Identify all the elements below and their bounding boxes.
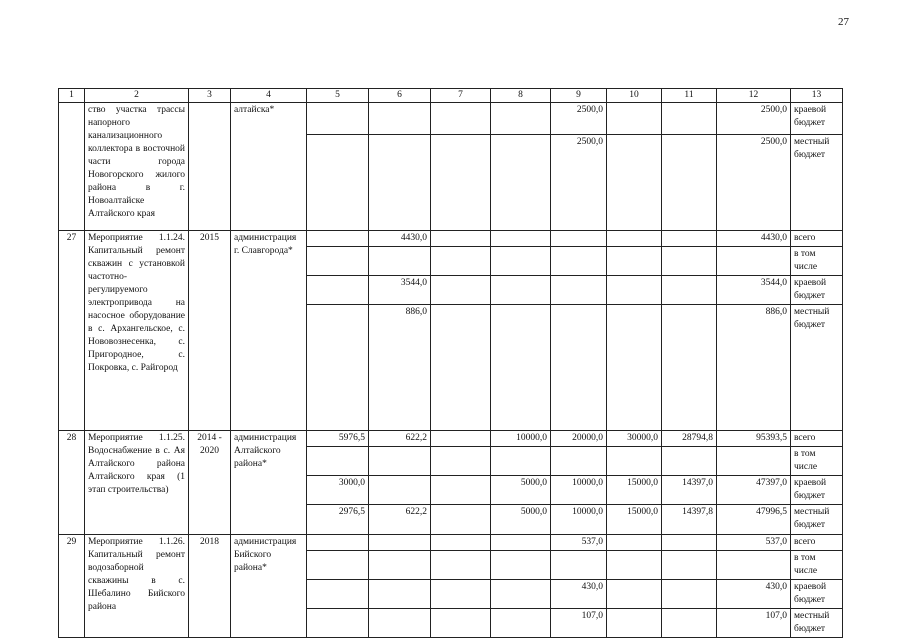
amount-cell (662, 580, 717, 609)
column-header: 2 (85, 89, 189, 103)
column-header: 4 (231, 89, 307, 103)
amount-cell: 95393,5 (717, 431, 791, 447)
amount-cell (607, 609, 662, 638)
amount-cell (307, 247, 369, 276)
amount-cell (369, 447, 431, 476)
measure-description-cell: Мероприятие 1.1.24. Капитальный ремонт скважин с установкой частотно-регулируемого электропривода на насосное оборудование в с. Архангельское, с. Нововознесенка, с. Пригородное, с. Покровка, с. Райгород (85, 231, 189, 431)
table-row (59, 231, 843, 247)
amount-cell (662, 609, 717, 638)
amount-cell: 886,0 (369, 305, 431, 431)
executor-cell: администрация г. Славгорода* (231, 231, 307, 431)
amount-cell (662, 135, 717, 231)
amount-cell (717, 447, 791, 476)
amount-cell (491, 103, 551, 135)
column-header: 9 (551, 89, 607, 103)
amount-cell: 886,0 (717, 305, 791, 431)
table-row (59, 535, 843, 551)
measure-description-cell: ство участка трассы напорного канализационного коллектора в восточной части города Новогорского жилого района в г. Новоалтайске Алтайского края (85, 103, 189, 231)
amount-cell: 2500,0 (717, 103, 791, 135)
amount-cell (369, 580, 431, 609)
column-header: 8 (491, 89, 551, 103)
amount-cell: 10000,0 (551, 476, 607, 505)
column-header: 12 (717, 89, 791, 103)
amount-cell (491, 231, 551, 247)
amount-cell (607, 305, 662, 431)
amount-cell (551, 276, 607, 305)
amount-cell: 10000,0 (551, 505, 607, 535)
amount-cell: 5000,0 (491, 476, 551, 505)
item-number-cell: 28 (59, 431, 85, 535)
amount-cell: 4430,0 (369, 231, 431, 247)
amount-cell: 28794,8 (662, 431, 717, 447)
amount-cell (607, 551, 662, 580)
amount-cell (307, 580, 369, 609)
amount-cell: 47996,5 (717, 505, 791, 535)
period-cell (189, 103, 231, 231)
column-header: 10 (607, 89, 662, 103)
executor-cell: администрация Бийского района* (231, 535, 307, 638)
amount-cell: 537,0 (551, 535, 607, 551)
funding-source-cell: всего (791, 431, 843, 447)
amount-cell: 5000,0 (491, 505, 551, 535)
amount-cell (662, 305, 717, 431)
amount-cell (307, 103, 369, 135)
amount-cell (491, 305, 551, 431)
amount-cell: 30000,0 (607, 431, 662, 447)
amount-cell (307, 535, 369, 551)
amount-cell: 107,0 (551, 609, 607, 638)
funding-source-cell: краевой бюджет (791, 276, 843, 305)
amount-cell: 4430,0 (717, 231, 791, 247)
amount-cell (431, 103, 491, 135)
funding-source-cell: местный бюджет (791, 505, 843, 535)
amount-cell: 622,2 (369, 431, 431, 447)
column-header: 11 (662, 89, 717, 103)
funding-source-cell: краевой бюджет (791, 476, 843, 505)
column-header: 3 (189, 89, 231, 103)
amount-cell (551, 305, 607, 431)
amount-cell (551, 247, 607, 276)
amount-cell (551, 447, 607, 476)
amount-cell (431, 535, 491, 551)
amount-cell (717, 551, 791, 580)
amount-cell (307, 276, 369, 305)
amount-cell: 107,0 (717, 609, 791, 638)
column-header: 5 (307, 89, 369, 103)
amount-cell: 20000,0 (551, 431, 607, 447)
amount-cell (607, 231, 662, 247)
amount-cell: 2500,0 (551, 103, 607, 135)
funding-source-cell: в том числе (791, 551, 843, 580)
amount-cell (491, 551, 551, 580)
amount-cell (369, 247, 431, 276)
amount-cell (431, 551, 491, 580)
amount-cell (662, 447, 717, 476)
period-cell: 2018 (189, 535, 231, 638)
amount-cell (431, 305, 491, 431)
executor-cell: алтайска* (231, 103, 307, 231)
amount-cell: 3544,0 (369, 276, 431, 305)
amount-cell: 5976,5 (307, 431, 369, 447)
amount-cell (662, 535, 717, 551)
amount-cell (307, 305, 369, 431)
amount-cell (662, 276, 717, 305)
amount-cell: 430,0 (717, 580, 791, 609)
amount-cell (551, 551, 607, 580)
measure-description-cell: Мероприятие 1.1.26. Капитальный ремонт водозаборной скважины в с. Шебалино Бийского района (85, 535, 189, 638)
page-number: 27 (838, 16, 849, 28)
amount-cell: 47397,0 (717, 476, 791, 505)
amount-cell: 14397,8 (662, 505, 717, 535)
amount-cell (662, 231, 717, 247)
amount-cell (551, 231, 607, 247)
amount-cell (431, 476, 491, 505)
amount-cell: 15000,0 (607, 476, 662, 505)
amount-cell (491, 276, 551, 305)
amount-cell (491, 247, 551, 276)
funding-source-cell: местный бюджет (791, 305, 843, 431)
amount-cell (491, 447, 551, 476)
amount-cell (431, 135, 491, 231)
amount-cell (607, 447, 662, 476)
funding-source-cell: в том числе (791, 447, 843, 476)
amount-cell: 622,2 (369, 505, 431, 535)
amount-cell (307, 447, 369, 476)
amount-cell (369, 476, 431, 505)
amount-cell (607, 247, 662, 276)
amount-cell (662, 103, 717, 135)
column-header: 7 (431, 89, 491, 103)
amount-cell (491, 535, 551, 551)
item-number-cell: 29 (59, 535, 85, 638)
amount-cell (369, 135, 431, 231)
amount-cell: 2500,0 (717, 135, 791, 231)
amount-cell: 537,0 (717, 535, 791, 551)
amount-cell: 10000,0 (491, 431, 551, 447)
funding-source-cell: всего (791, 231, 843, 247)
program-table (58, 88, 843, 638)
funding-source-cell: краевой бюджет (791, 103, 843, 135)
amount-cell (491, 135, 551, 231)
amount-cell (491, 580, 551, 609)
amount-cell: 3000,0 (307, 476, 369, 505)
item-number-cell: 27 (59, 231, 85, 431)
amount-cell (607, 276, 662, 305)
amount-cell (431, 505, 491, 535)
amount-cell (307, 551, 369, 580)
funding-source-cell: краевой бюджет (791, 580, 843, 609)
amount-cell (369, 103, 431, 135)
amount-cell (607, 135, 662, 231)
amount-cell: 430,0 (551, 580, 607, 609)
amount-cell (431, 231, 491, 247)
amount-cell (607, 103, 662, 135)
amount-cell (307, 135, 369, 231)
amount-cell (431, 580, 491, 609)
executor-cell: администрация Алтайского района* (231, 431, 307, 535)
amount-cell (431, 609, 491, 638)
amount-cell (369, 535, 431, 551)
amount-cell: 2500,0 (551, 135, 607, 231)
column-header: 13 (791, 89, 843, 103)
table-row (59, 103, 843, 135)
amount-cell (717, 247, 791, 276)
amount-cell (431, 431, 491, 447)
funding-source-cell: в том числе (791, 247, 843, 276)
amount-cell: 3544,0 (717, 276, 791, 305)
amount-cell: 15000,0 (607, 505, 662, 535)
amount-cell (607, 535, 662, 551)
measure-description-cell: Мероприятие 1.1.25. Водоснабжение в с. Ая Алтайского района Алтайского края (1 этап строительства) (85, 431, 189, 535)
period-cell: 2014 - 2020 (189, 431, 231, 535)
funding-source-cell: всего (791, 535, 843, 551)
amount-cell (491, 609, 551, 638)
amount-cell (662, 247, 717, 276)
amount-cell (662, 551, 717, 580)
item-number-cell (59, 103, 85, 231)
amount-cell: 2976,5 (307, 505, 369, 535)
amount-cell (307, 231, 369, 247)
column-header: 1 (59, 89, 85, 103)
amount-cell (431, 247, 491, 276)
amount-cell (369, 551, 431, 580)
amount-cell (431, 276, 491, 305)
amount-cell (307, 609, 369, 638)
amount-cell (369, 609, 431, 638)
funding-source-cell: местный бюджет (791, 135, 843, 231)
amount-cell (607, 580, 662, 609)
amount-cell (431, 447, 491, 476)
funding-source-cell: местный бюджет (791, 609, 843, 638)
table-row (59, 431, 843, 447)
amount-cell: 14397,0 (662, 476, 717, 505)
column-header: 6 (369, 89, 431, 103)
period-cell: 2015 (189, 231, 231, 431)
column-number-row (59, 89, 843, 103)
